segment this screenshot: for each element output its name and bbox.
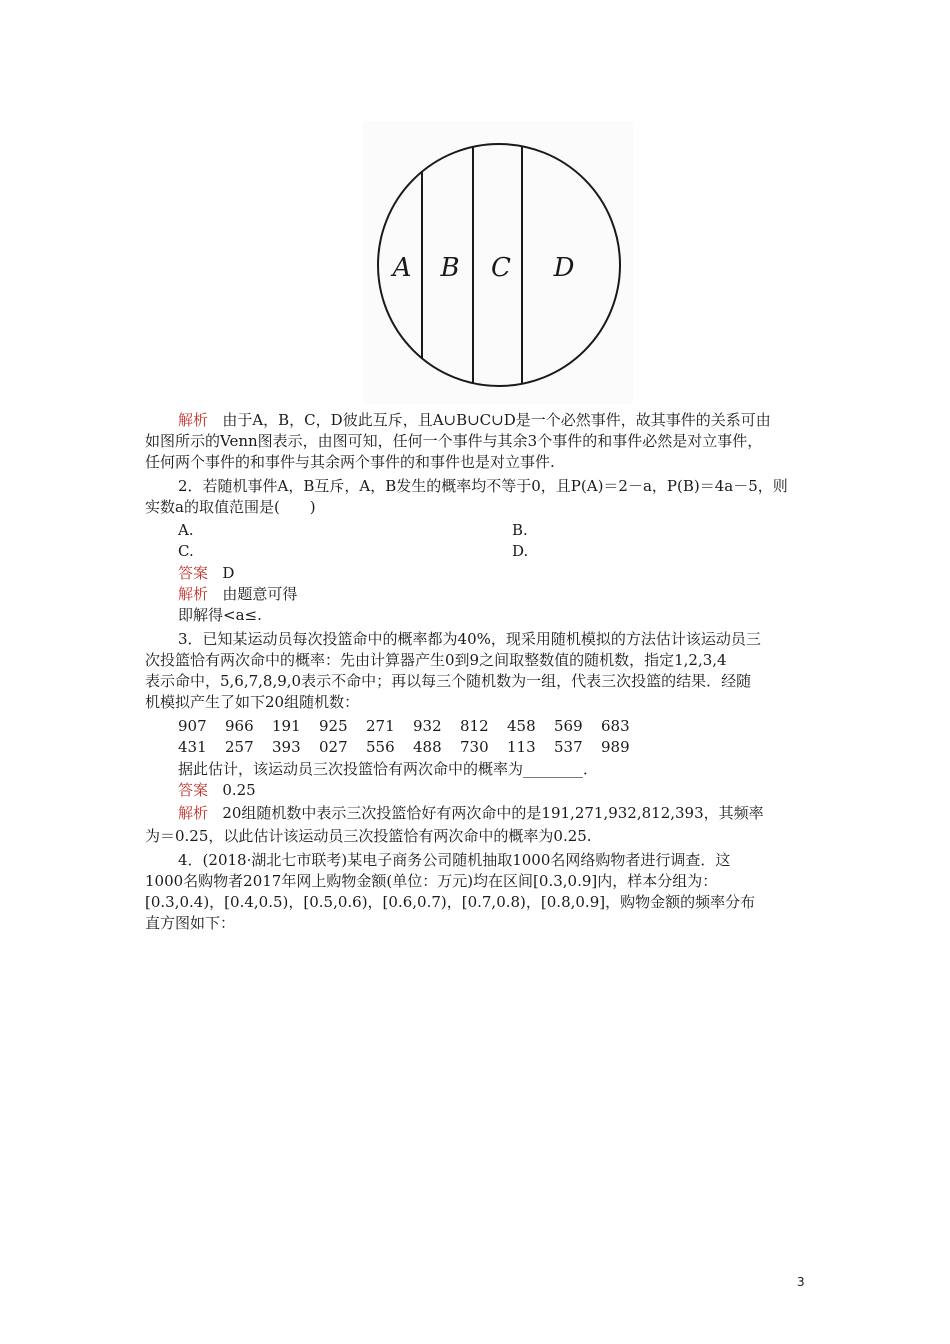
q3-stem-line2: 次投篮恰有两次命中的概率：先由计算器产生0到9之间取整数值的随机数，指定1,2,3,4 [145,651,727,669]
random-number: 932 [413,717,442,735]
q2-option-c: C. [178,542,194,560]
q3-analysis-line1: 解析 20组随机数中表示三次投篮恰好有两次命中的是191,271,932,812,393，其频率 [178,804,764,822]
random-number: 488 [413,738,442,756]
random-number: 989 [601,738,630,756]
q2-option-a: A. [178,521,194,539]
q2-options-row1 [0,520,950,541]
random-number: 907 [178,717,207,735]
q1-analysis-line2: 如图所示的Venn图表示，由图可知，任何一个事件与其余3个事件的和事件必然是对立事件， [145,432,763,450]
q2-analysis: 解析 由题意可得 [178,585,298,603]
q2-option-b: B. [512,521,528,539]
answer-label: 答案 [178,564,209,582]
random-number: 556 [366,738,395,756]
q1-analysis-line3: 任何两个事件的和事件与其余两个事件的和事件也是对立事件. [145,453,555,471]
q3-answer: 答案 0.25 [178,781,256,799]
random-number: 271 [366,717,395,735]
q2-options-row2 [0,541,950,562]
random-number: 730 [460,738,489,756]
q4-stem-line1: 4．(2018·湖北七市联考)某电子商务公司随机抽取1000名网络购物者进行调查．这 [178,851,731,869]
analysis-label: 解析 [178,585,209,603]
venn-label-c: C [491,253,511,283]
venn-label-d: D [553,253,575,283]
q3-analysis-line2: 为＝0.25，以此估计该运动员三次投篮恰有两次命中的概率为0.25. [145,827,592,845]
page-number: 3 [797,1275,805,1289]
q4-stem-line2: 1000名购物者2017年网上购物金额(单位：万元)均在区间[0.3,0.9]内，样本分组为： [145,872,718,890]
random-number: 812 [460,717,489,735]
q2-answer: 答案 D [178,564,235,582]
random-number: 925 [319,717,348,735]
random-number: 257 [225,738,254,756]
venn-svg [363,121,633,404]
venn-diagram [363,121,633,404]
q3-stem-line4: 机模拟产生了如下20组随机数： [145,693,360,711]
random-number: 191 [272,717,301,735]
analysis-label: 解析 [178,804,209,822]
random-number: 431 [178,738,207,756]
random-number: 569 [554,717,583,735]
q1-analysis-line1: 解析 由于A，B，C，D彼此互斥，且A∪B∪C∪D是一个必然事件，故其事件的关系可由 [178,411,771,429]
random-number: 458 [507,717,536,735]
q4-stem-line4: 直方图如下： [145,914,236,932]
venn-label-a: A [392,253,412,283]
answer-label: 答案 [178,781,209,799]
random-number: 683 [601,717,630,735]
q3-question: 据此估计，该运动员三次投篮恰有两次命中的概率为________． [178,760,599,778]
q3-numbers-row1 [0,716,950,737]
q4-stem-line3: [0.3,0.4)，[0.4,0.5)，[0.5,0.6)，[0.6,0.7)，[0.7,0.8)，[0.8,0.9]，购物金额的频率分布 [145,893,756,911]
analysis-label: 解析 [178,411,209,429]
q3-stem-line1: 3．已知某运动员每次投篮命中的概率都为40%，现采用随机模拟的方法估计该运动员三 [178,630,761,648]
random-number: 113 [507,738,536,756]
q2-stem-line2: 实数a的取值范围是( ) [145,498,316,516]
q2-option-d: D. [512,542,529,560]
q2-solve-line: 即解得<a≤. [178,606,262,624]
q2-stem-line1: 2．若随机事件A，B互斥，A，B发生的概率均不等于0，且P(A)＝2－a，P(B)＝4a－5，则 [178,477,788,495]
q3-stem-line3: 表示命中，5,6,7,8,9,0表示不命中；再以每三个随机数为一组，代表三次投篮的结果．经随 [145,672,752,690]
q3-numbers-row2 [0,737,950,758]
random-number: 393 [272,738,301,756]
random-number: 537 [554,738,583,756]
random-number: 966 [225,717,254,735]
random-number: 027 [319,738,348,756]
venn-label-b: B [440,253,460,283]
